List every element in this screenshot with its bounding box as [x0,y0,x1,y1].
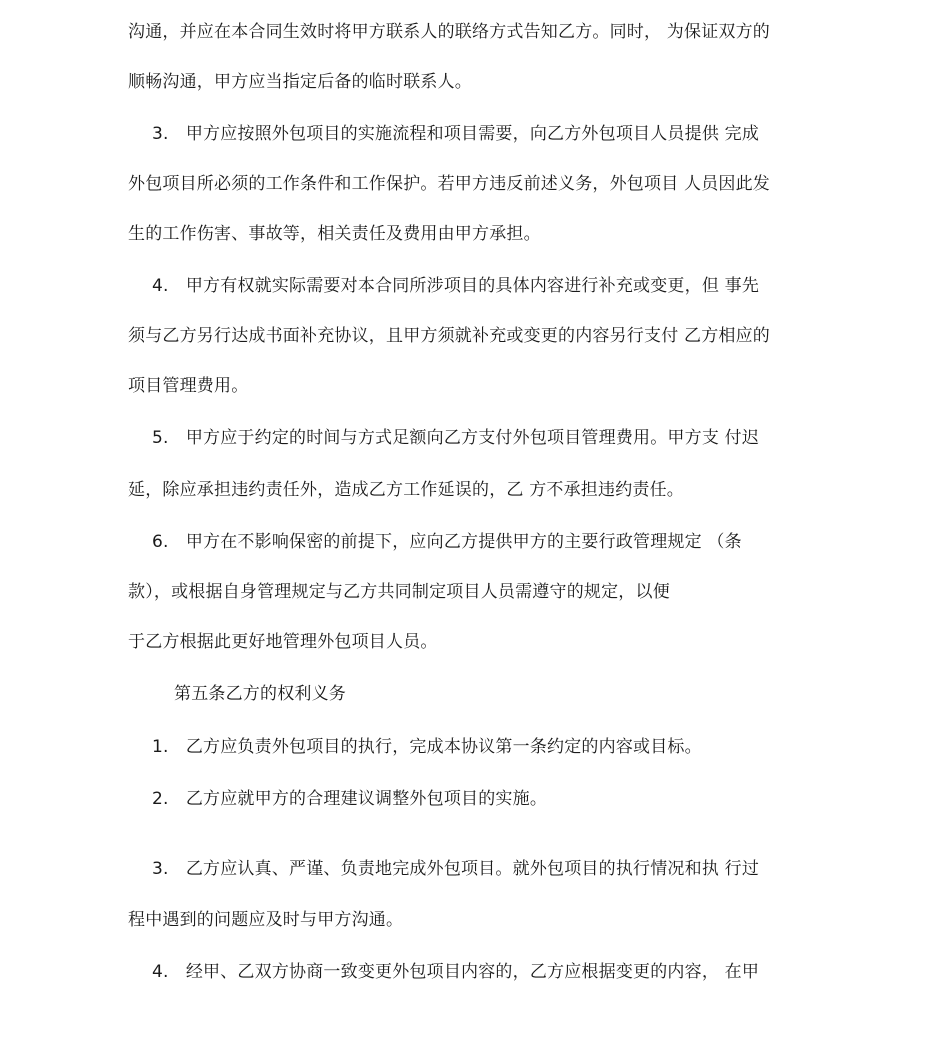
list-item-line: 2. 乙方应就甲方的合理建议调整外包项目的实施。 [152,789,548,809]
paragraph-line: 于乙方根据此更好地管理外包项目人员。 [128,632,438,652]
paragraph-line: 生的工作伤害、事故等，相关责任及费用由甲方承担。 [128,224,541,244]
list-item-line: 3. 甲方应按照外包项目的实施流程和项目需要，向乙方外包项目人员提供 完成 [152,124,760,144]
paragraph-line: 延，除应承担违约责任外，造成乙方工作延误的，乙 方不承担违约责任。 [128,480,685,500]
paragraph-line: 款），或根据自身管理规定与乙方共同制定项目人员需遵守的规定，以便 [128,582,670,602]
list-item-line: 1. 乙方应负责外包项目的执行，完成本协议第一条约定的内容或目标。 [152,737,702,757]
list-item-line: 4. 经甲、乙双方协商一致变更外包项目内容的，乙方应根据变更的内容， 在甲 [152,962,760,982]
section-heading: 第五条乙方的权利义务 [174,684,346,704]
paragraph-line: 顺畅沟通，甲方应当指定后备的临时联系人。 [128,72,472,92]
list-item-line: 4. 甲方有权就实际需要对本合同所涉项目的具体内容进行补充或变更，但 事先 [152,276,760,296]
list-item-line: 3. 乙方应认真、严谨、负责地完成外包项目。就外包项目的执行情况和执 行过 [152,859,760,879]
paragraph-line: 外包项目所必须的工作条件和工作保护。若甲方违反前述义务，外包项目 人员因此发 [128,174,771,194]
paragraph-line: 须与乙方另行达成书面补充协议，且甲方须就补充或变更的内容另行支付 乙方相应的 [128,326,771,346]
paragraph-line: 沟通，并应在本合同生效时将甲方联系人的联络方式告知乙方。同时， 为保证双方的 [128,22,771,42]
paragraph-line: 程中遇到的问题应及时与甲方沟通。 [128,910,404,930]
paragraph-line: 项目管理费用。 [128,376,249,396]
list-item-line: 6. 甲方在不影响保密的前提下，应向乙方提供甲方的主要行政管理规定 （条 [152,532,742,552]
list-item-line: 5. 甲方应于约定的时间与方式足额向乙方支付外包项目管理费用。甲方支 付迟 [152,428,760,448]
